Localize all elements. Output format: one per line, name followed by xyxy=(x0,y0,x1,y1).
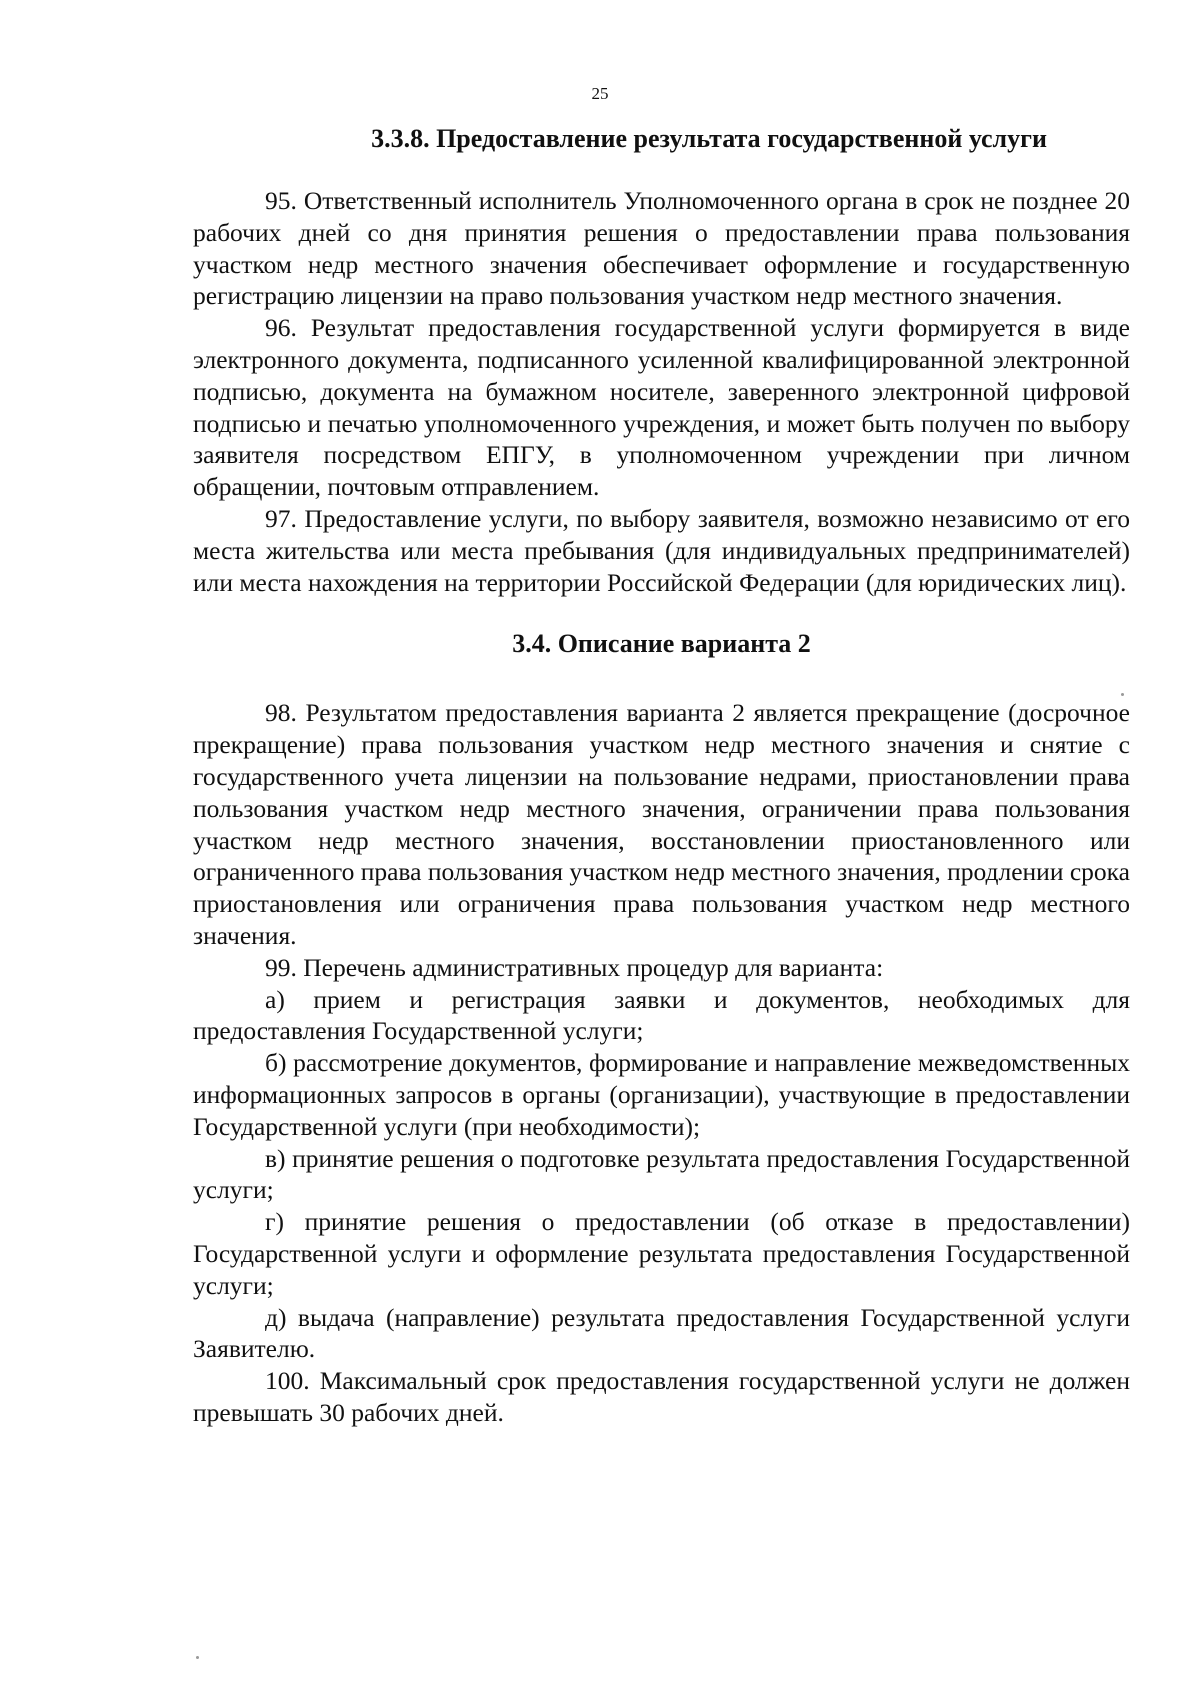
subsection-heading: 3.4. Описание варианта 2 xyxy=(512,629,811,659)
paragraph-95: 95. Ответственный исполнитель Уполномоченного органа в срок не позднее 20 рабочих дней со дня принятия решения о предоставлении права пользования участком недр местного значения обеспечивает оформление и государственную регистрацию лицензии на право пользования участком недр местного значения. xyxy=(193,186,1130,311)
list-item-b: б) рассмотрение документов, формирование и направление межведомственных информационных запросов в органы (организации), участвующие в предоставлении Государственной услуги (при необходимости); xyxy=(193,1048,1130,1141)
scan-speck xyxy=(196,1656,199,1659)
list-item-d: д) выдача (направление) результата предоставления Государственной услуги Заявителю. xyxy=(193,1302,1130,1364)
list-item-g: г) принятие решения о предоставлении (об отказе в предоставлении) Государственной услуги и оформление результата предоставления Государственной услуги; xyxy=(193,1207,1130,1300)
paragraph-97: 97. Предоставление услуги, по выбору заявителя, возможно независимо от его места жительства или места пребывания (для индивидуальных предпринимателей) или места нахождения на территории Российской Федерации (для юридических лиц). xyxy=(193,503,1130,597)
list-item-v: в) принятие решения о подготовке результата предоставления Государственной услуги; xyxy=(193,1143,1130,1205)
scan-speck xyxy=(1121,693,1124,696)
paragraph-100: 100. Максимальный срок предоставления государственной услуги не должен превышать 30 рабочих дней. xyxy=(193,1366,1130,1427)
section-heading: 3.3.8. Предоставление результата государственной услуги xyxy=(371,124,1047,153)
paragraph-96: 96. Результат предоставления государственной услуги формируется в виде электронного документа, подписанного усиленной квалифицированной электронной подписью, документа на бумажном носителе, заверенного электронной цифровой подписью и печатью уполномоченного учреждения, и может быть получен по выбору заявителя посредством ЕПГУ, в уполномоченном учреждении при личном обращении, почтовым отправлением. xyxy=(193,313,1130,502)
paragraph-98: 98. Результатом предоставления варианта 2 является прекращение (досрочное прекращение) права пользования участком недр местного значения и снятие с государственного учета лицензии на пользование недрами, приостановлении права пользования участком недр местного значения, ограничении права пользования участком недр местного значения, восстановлении приостановленного или ограниченного права пользования участком недр местного значения, продлении срока приостановления или ограничения права пользования участком недр местного значения. xyxy=(193,698,1130,950)
list-item-a: а) прием и регистрация заявки и документов, необходимых для предоставления Государственной услуги; xyxy=(193,984,1130,1046)
document-body xyxy=(193,123,1130,1429)
page-number: 25 xyxy=(591,84,609,103)
paragraph-99: 99. Перечень административных процедур для варианта: xyxy=(265,952,884,982)
